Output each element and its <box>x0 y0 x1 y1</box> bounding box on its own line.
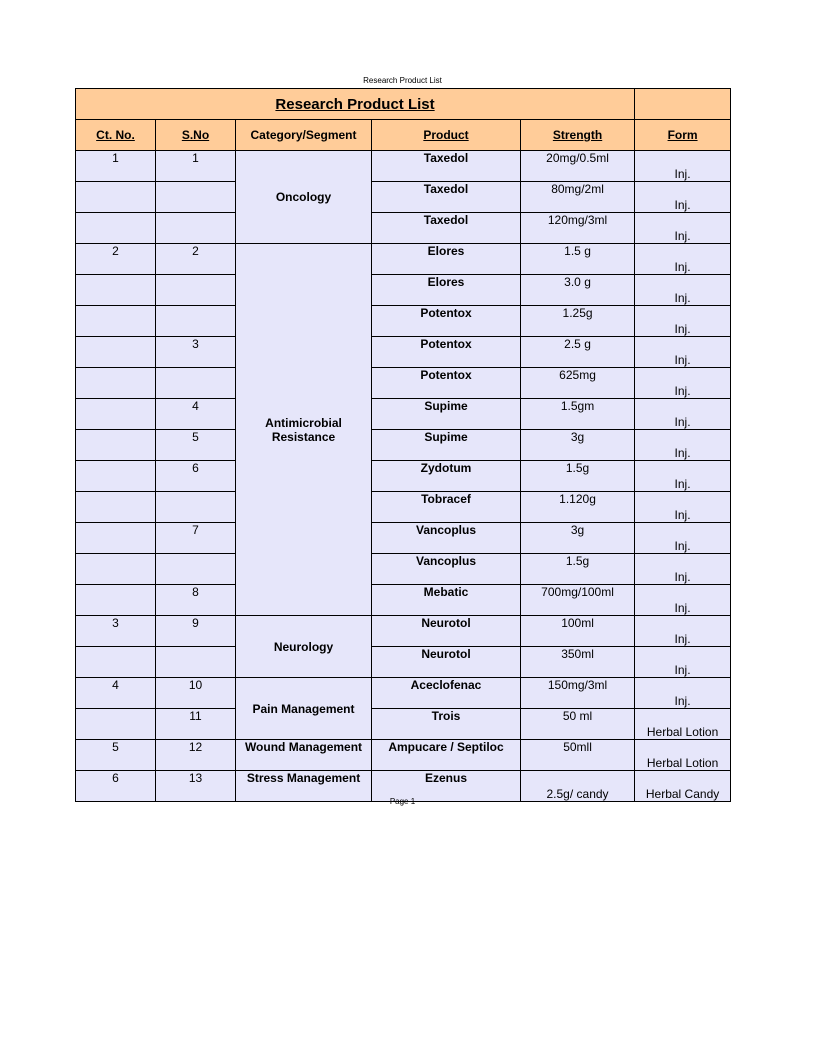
table-row <box>76 461 731 492</box>
cell-s-no: 8 <box>156 585 236 616</box>
cell-ct-no <box>76 306 156 337</box>
cell-form: Inj. <box>635 678 731 709</box>
cell-product: Potentox <box>372 306 521 337</box>
cell-s-no: 12 <box>156 740 236 771</box>
cell-strength: 80mg/2ml <box>521 182 635 213</box>
cell-form: Inj. <box>635 647 731 678</box>
table-row <box>76 554 731 585</box>
cell-ct-no: 6 <box>76 771 156 802</box>
cell-product: Supime <box>372 399 521 430</box>
cell-form: Inj. <box>635 554 731 585</box>
cell-product: Mebatic <box>372 585 521 616</box>
cell-form: Herbal Candy <box>635 771 731 802</box>
cell-product: Aceclofenac <box>372 678 521 709</box>
cell-product: Potentox <box>372 368 521 399</box>
table-title: Research Product List <box>76 89 635 120</box>
cell-ct-no <box>76 709 156 740</box>
cell-strength: 625mg <box>521 368 635 399</box>
cell-product: Taxedol <box>372 182 521 213</box>
cell-s-no: 6 <box>156 461 236 492</box>
col-header-product: Product <box>372 120 521 151</box>
cell-form: Inj. <box>635 213 731 244</box>
cell-s-no <box>156 275 236 306</box>
table-row <box>76 585 731 616</box>
cell-form: Inj. <box>635 492 731 523</box>
table-row <box>76 368 731 399</box>
col-header-category: Category/Segment <box>236 120 372 151</box>
cell-ct-no <box>76 461 156 492</box>
cell-product: Ezenus <box>372 771 521 802</box>
cell-strength: 2.5g/ candy <box>521 771 635 802</box>
title-empty-cell <box>635 89 731 120</box>
header-row <box>76 120 731 151</box>
cell-product: Zydotum <box>372 461 521 492</box>
cell-product: Vancoplus <box>372 554 521 585</box>
cell-strength: 700mg/100ml <box>521 585 635 616</box>
cell-product: Supime <box>372 430 521 461</box>
product-table <box>75 88 731 802</box>
cell-form: Inj. <box>635 244 731 275</box>
cell-strength: 350ml <box>521 647 635 678</box>
cell-s-no: 11 <box>156 709 236 740</box>
cell-s-no: 5 <box>156 430 236 461</box>
col-header-form: Form <box>635 120 731 151</box>
cell-strength: 100ml <box>521 616 635 647</box>
cell-category: Wound Management <box>236 740 372 771</box>
cell-strength: 3g <box>521 430 635 461</box>
cell-strength: 1.5g <box>521 554 635 585</box>
cell-ct-no: 3 <box>76 616 156 647</box>
cell-product: Neurotol <box>372 616 521 647</box>
cell-category: Stress Management <box>236 771 372 802</box>
cell-form: Inj. <box>635 275 731 306</box>
cell-s-no <box>156 647 236 678</box>
cell-form: Inj. <box>635 461 731 492</box>
cell-ct-no <box>76 647 156 678</box>
cell-s-no: 1 <box>156 151 236 182</box>
table-row <box>76 213 731 244</box>
cell-ct-no <box>76 275 156 306</box>
cell-form: Inj. <box>635 337 731 368</box>
cell-strength: 3.0 g <box>521 275 635 306</box>
cell-product: Ampucare / Septiloc <box>372 740 521 771</box>
cell-strength: 50 ml <box>521 709 635 740</box>
table-row <box>76 399 731 430</box>
cell-s-no <box>156 182 236 213</box>
cell-strength: 20mg/0.5ml <box>521 151 635 182</box>
cell-s-no <box>156 368 236 399</box>
col-header-ct-no: Ct. No. <box>76 120 156 151</box>
cell-ct-no: 4 <box>76 678 156 709</box>
cell-s-no: 10 <box>156 678 236 709</box>
cell-strength: 1.120g <box>521 492 635 523</box>
cell-ct-no <box>76 368 156 399</box>
cell-form: Inj. <box>635 306 731 337</box>
cell-ct-no <box>76 399 156 430</box>
cell-s-no: 3 <box>156 337 236 368</box>
cell-product: Elores <box>372 244 521 275</box>
cell-s-no: 9 <box>156 616 236 647</box>
cell-form: Inj. <box>635 182 731 213</box>
cell-form: Inj. <box>635 151 731 182</box>
cell-s-no: 13 <box>156 771 236 802</box>
running-header: Research Product List <box>363 76 442 85</box>
cell-s-no <box>156 213 236 244</box>
cell-product: Neurotol <box>372 647 521 678</box>
cell-product: Vancoplus <box>372 523 521 554</box>
table-row <box>76 492 731 523</box>
cell-category: Pain Management <box>236 678 372 740</box>
cell-product: Taxedol <box>372 213 521 244</box>
cell-strength: 2.5 g <box>521 337 635 368</box>
table-row <box>76 430 731 461</box>
cell-ct-no <box>76 585 156 616</box>
cell-strength: 150mg/3ml <box>521 678 635 709</box>
cell-product: Elores <box>372 275 521 306</box>
cell-form: Herbal Lotion <box>635 740 731 771</box>
cell-strength: 1.5g <box>521 461 635 492</box>
cell-form: Inj. <box>635 399 731 430</box>
cell-strength: 3g <box>521 523 635 554</box>
table-row <box>76 647 731 678</box>
cell-s-no <box>156 492 236 523</box>
col-header-strength: Strength <box>521 120 635 151</box>
cell-s-no: 7 <box>156 523 236 554</box>
cell-ct-no <box>76 430 156 461</box>
cell-ct-no <box>76 554 156 585</box>
cell-strength: 1.25g <box>521 306 635 337</box>
cell-strength: 120mg/3ml <box>521 213 635 244</box>
page-number: Page 1 <box>389 797 416 806</box>
cell-strength: 1.5 g <box>521 244 635 275</box>
cell-strength: 1.5gm <box>521 399 635 430</box>
cell-s-no: 4 <box>156 399 236 430</box>
table-row <box>76 523 731 554</box>
cell-s-no <box>156 306 236 337</box>
cell-product: Potentox <box>372 337 521 368</box>
table-row <box>76 275 731 306</box>
cell-form: Herbal Lotion <box>635 709 731 740</box>
cell-s-no <box>156 554 236 585</box>
cell-ct-no: 1 <box>76 151 156 182</box>
cell-product: Taxedol <box>372 151 521 182</box>
table-row <box>76 306 731 337</box>
cell-ct-no <box>76 182 156 213</box>
table-row <box>76 244 731 275</box>
cell-ct-no: 5 <box>76 740 156 771</box>
col-header-s-no: S.No <box>156 120 236 151</box>
cell-product: Tobracef <box>372 492 521 523</box>
cell-category: Oncology <box>236 151 372 244</box>
title-row <box>76 89 731 120</box>
cell-form: Inj. <box>635 585 731 616</box>
cell-form: Inj. <box>635 430 731 461</box>
cell-ct-no <box>76 337 156 368</box>
table-row <box>76 709 731 740</box>
table-row <box>76 151 731 182</box>
cell-s-no: 2 <box>156 244 236 275</box>
table-row <box>76 182 731 213</box>
table-row <box>76 740 731 771</box>
cell-form: Inj. <box>635 523 731 554</box>
cell-form: Inj. <box>635 368 731 399</box>
cell-strength: 50mll <box>521 740 635 771</box>
table-row <box>76 337 731 368</box>
cell-product: Trois <box>372 709 521 740</box>
cell-category: Neurology <box>236 616 372 678</box>
cell-form: Inj. <box>635 616 731 647</box>
cell-ct-no <box>76 213 156 244</box>
cell-ct-no <box>76 523 156 554</box>
cell-ct-no: 2 <box>76 244 156 275</box>
cell-ct-no <box>76 492 156 523</box>
table-row <box>76 616 731 647</box>
cell-category: Antimicrobial Resistance <box>236 244 372 616</box>
table-row <box>76 678 731 709</box>
